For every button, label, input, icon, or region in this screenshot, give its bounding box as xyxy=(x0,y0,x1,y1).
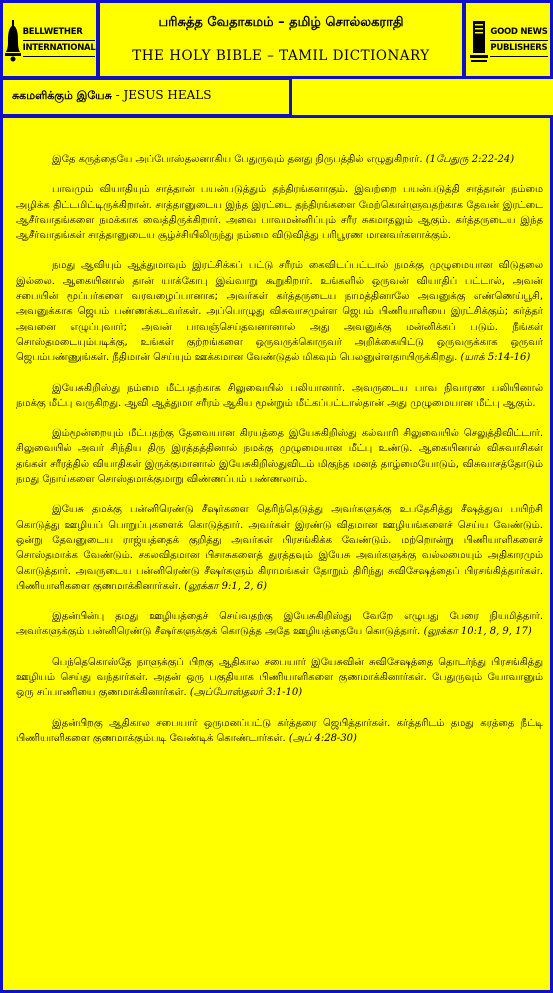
scripture-reference: (அப்போஸ்தலர் 3:1-10) xyxy=(189,687,303,699)
left-logo-line-1: BELLWETHER xyxy=(23,25,96,41)
paragraph-text: இதன்பிறகு ஆதிகால சபையார் ஒருமனப்பட்டு கர்த்தரை ஜெபித்தார்கள். கர்த்தரிடம் தமது கரத்தை நீட்டி பிணியாளிகளை குணமாக்கும்படி வேண்டிக் கொண்டார்கள். xyxy=(16,717,543,744)
paragraph-text: பாவமும் வியாதியும் சாத்தான் பயன்படுத்தும் தந்திரங்களாகும். இவற்றை பயன்படுத்தி சாத்தான் நம்மை அழிக்க திட்டமிட்டிருக்கிறான். சாத்தானுடைய இந்த இரட்டை தந்திரங்களை மேற்கொள்ளுவதற்காக தேவன் இரட்டை ஆசீர்வாதங்களை நமக்காக வைத்திருக்கிறார். அவை பாவமன்னிப்பும் சரீர சுகமாதலும் ஆகும். கர்த்தருடைய இந்த ஆசீர்வாதங்கள் சாத்தானுடைய சூழ்ச்சியிலிருந்து நம்மை விடுவித்து பரிபூரண மானவர்களாக்கும். xyxy=(16,184,543,242)
paragraph xyxy=(16,258,543,365)
left-logo-box xyxy=(0,0,99,79)
paragraph xyxy=(16,152,543,167)
paragraph-text: இதே கருத்தையே அப்போஸ்தலனாகிய பேதுருவும் தனது நிருபத்தில் எழுதுகிறார். xyxy=(52,154,423,165)
header-title-box xyxy=(97,0,465,79)
section-title-english: JESUS HEALS xyxy=(123,88,212,102)
right-logo-line-1: GOOD NEWS xyxy=(490,25,547,41)
paragraph xyxy=(16,502,543,594)
paragraph xyxy=(16,609,543,640)
section-title-box xyxy=(0,77,292,117)
title-english: THE HOLY BIBLE – TAMIL DICTIONARY xyxy=(132,48,430,64)
scripture-reference: (யாக் 5:14-16) xyxy=(460,352,531,364)
bellwether-logo xyxy=(9,13,96,69)
section-title-separator: - xyxy=(111,88,124,102)
section-title xyxy=(12,88,212,104)
paragraph xyxy=(16,716,543,747)
scripture-reference: (அப் 4:28-30) xyxy=(288,732,357,744)
paragraph-text: இதன்பின்பு தமது ஊழியத்தைச் செய்வதற்கு இயேசுகிறிஸ்து வேறே எழுபது பேரை நியமித்தார். அவர்களுக்கும் பன்னிரெண்டு சீஷர்களுக்குக் கொடுத்த அதே ஊழியத்தையே கொடுத்தார். xyxy=(16,611,543,638)
article-body xyxy=(16,152,543,761)
paragraph xyxy=(16,655,543,701)
left-logo-line-2: INTERNATIONAL xyxy=(23,41,96,57)
paragraph-text: இயேசுகிறிஸ்து நம்மை மீட்பதற்காக சிலுவையில் பலியானார். அவருடைய பாவ நிவாரண பலியினால் நமக்கு மீட்பு வருகிறது. ஆவி ஆத்துமா சரீரம் ஆகிய மூன்றும் மீட்கப்பட்டால்தான் அது முழுமையான மீட்பு ஆகும். xyxy=(16,382,543,409)
content-box xyxy=(0,115,553,993)
right-logo-line-2: PUBLISHERS xyxy=(490,41,547,57)
paragraph-text: நமது ஆவியும் ஆத்துமாவும் இரட்சிக்கப் பட்டு சரீரம் கைவிடப்பட்டால் நமக்கு முழுமையான விடுதலை இல்லை. ஆகையினால் தான் யாக்கோபு இவ்வாறு கூறுகிறார். உங்களில் ஒருவன் வியாதிப் பட்டால், அவன் சபையின் மூப்பர்களை வரவழைப்பானாக; அவர்கள் கர்த்தருடைய நாமத்தினாலே அவனுக்கு எண்ணெய்பூசி, அவனுக்காக ஜெபம் பண்ணக்கடவர்கள். அப்பொழுது விசுவாசமுள்ள ஜெபம் பிணியாளியை இரட்சிக்கும்; கர்த்தர் அவனை எழுப்புவார்; அவன் பாவஞ்செய்தவனானால் அது அவனுக்கு மன்னிக்கப் படும். நீங்கள் சொஸ்தமடையும்படிக்கு, உங்கள் குற்றங்களை ஒருவருக்கொருவர் அறிக்கையிட்டு ஒருவருக்காக ஒருவர் ஜெபம்பண்ணுங்கள். நீதிமான் செய்யும் ஊக்கமான வேண்டுதல் மிகவும் பெலனுள்ளதாயிருக்கிறது. xyxy=(16,260,543,364)
scripture-reference: (லூக்கா 10:1, 8, 9, 17) xyxy=(423,626,532,638)
scripture-reference: (1பேதுரு 2:22-24) xyxy=(425,154,515,165)
good-news-logo xyxy=(470,13,548,69)
section-title-tamil: சுகமளிக்கும் இயேசு xyxy=(12,89,112,102)
paragraph xyxy=(16,426,543,487)
paragraph-text: இயேசு தமக்கு பன்னிரெண்டு சீஷர்களை தெரிந்தெடுத்து அவர்களுக்கு உபதேசித்து சீஷத்துவ பயிற்சி கொடுத்து ஊழியப் பொறுப்புகளைக் கொடுத்தார். அவர்கள் இரண்டு விதமான ஊழியங்களைச் செய்ய வேண்டும். ஒன்று தேவனுடைய ராஜ்யத்தைக் குறித்து அவர்கள் பிரசங்கிக்க வேண்டும். மற்றொன்று பிணியாளிகளைச் சொஸ்தமாக்க வேண்டும். சகலவிதமான பிசாசுகளைத் துரத்தவும் இயேசு அவர்களுக்கு வல்லமையும் அதிகாரமும் கொடுத்தார். அவருடைய பன்னிரெண்டு சீஷர்களும் கிராமங்கள் தோறும் திரிந்து சுவிசேஷத்தைப் பிரசங்கித்தார்கள். பிணியாளிகளை குணமாக்கினார்கள். xyxy=(16,504,543,592)
paragraph-text: பெந்தெகொஸ்தே நாளுக்குப் பிறகு ஆதிகால சபையார் இயேசுவின் சுவிசேஷத்தை தொடர்ந்து பிரசங்கித்து ஊழியம் செய்து வந்தார்கள். அதன் ஒரு பகுதியாக பிணியாளிகளை குணமாக்கினார்கள். பேதுருவும் யோவானும் ஒரு சப்பாணியை குணமாக்கினார்கள். xyxy=(16,656,543,699)
bellwether-bell-icon xyxy=(5,20,21,62)
paragraph xyxy=(16,381,543,412)
right-logo-box xyxy=(463,0,553,79)
title-tamil: பரிசுத்த வேதாகமம் – தமிழ் சொல்லகராதி xyxy=(158,15,404,30)
good-news-book-icon xyxy=(470,19,488,63)
paragraph-text: இம்மூன்றையும் மீட்பதற்கு தேவையான கிரயத்தை இயேசுகிறிஸ்து கல்வாரி சிலுவையில் செலுத்திவிட்டார். சிலுவையில் அவர் சிந்திய திரு இரத்தத்தினால் நமக்கு முழுமையான மீட்பு உண்டு. ஆகையினால் விசுவாசிகள் தங்கள் சரீரத்தில் வியாதிகள் இருக்குமானால் இயேசுகிறிஸ்துவிடம் மிகுந்த மனத் தாழ்மையோடும், விசுவாசத்தோடும் நமது நோய்களை சொஸ்தமாக்குமாறு விண்ணப்பம் பண்ணலாம். xyxy=(16,428,543,486)
paragraph xyxy=(16,182,543,243)
scripture-reference: (லூக்கா 9:1, 2, 6) xyxy=(184,580,268,592)
